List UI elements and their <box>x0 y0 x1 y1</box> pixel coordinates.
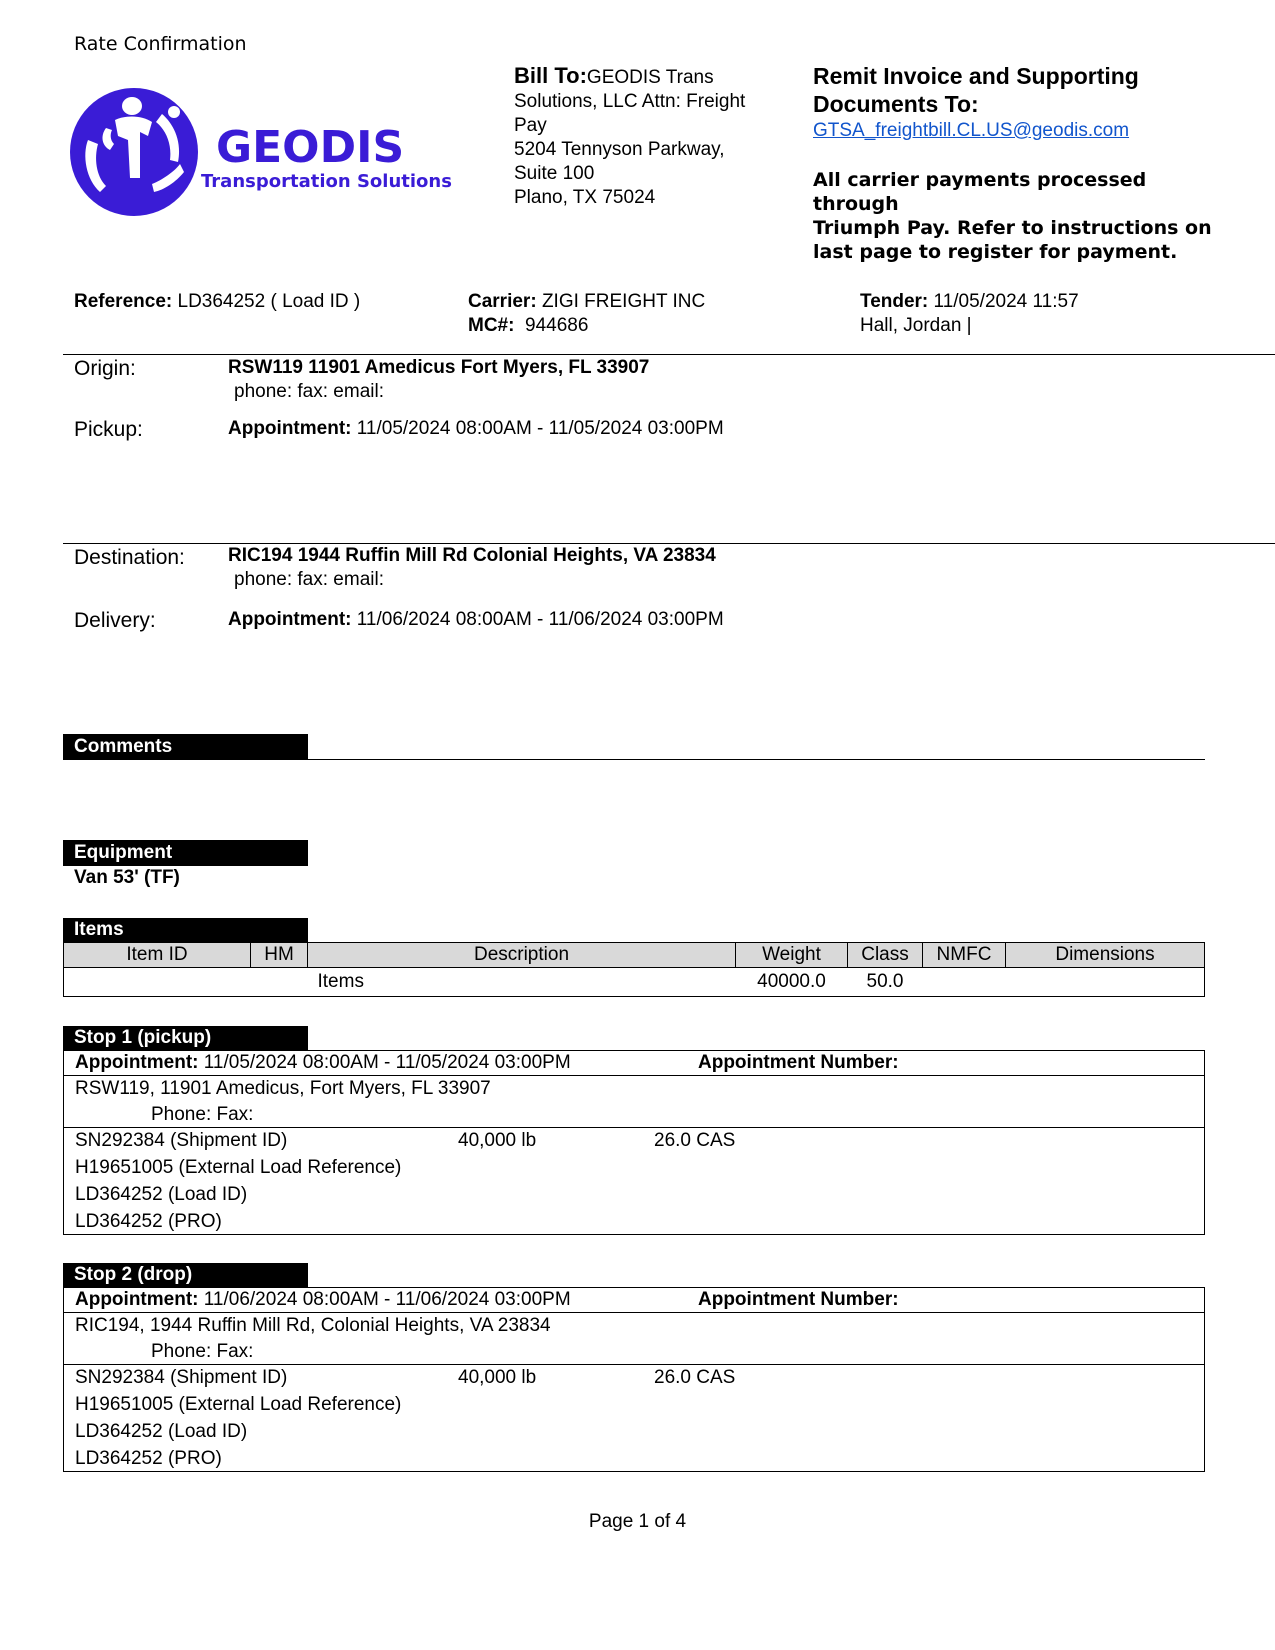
stop-appt-value: 11/05/2024 08:00AM - 11/05/2024 03:00PM <box>203 1052 571 1073</box>
column-header: Class <box>848 943 923 968</box>
bill-to-block <box>514 64 784 210</box>
stop-phone-fax: Phone: Fax: <box>151 1104 254 1125</box>
dimensions-cell <box>1006 968 1205 997</box>
equipment-header: Equipment <box>63 840 308 866</box>
stop-2-header: Stop 2 (drop) <box>63 1263 308 1287</box>
bill-to-line: Suite 100 <box>514 163 595 184</box>
remit-email-link[interactable]: GTSA_freightbill.CL.US@geodis.com <box>813 120 1130 141</box>
external-load-reference: H19651005 (External Load Reference) <box>75 1394 402 1415</box>
document-title: Rate Confirmation <box>74 33 247 55</box>
column-header: Dimensions <box>1006 943 1205 968</box>
reference-value: LD364252 ( Load ID ) <box>177 291 361 312</box>
external-load-reference: H19651005 (External Load Reference) <box>75 1157 402 1178</box>
pickup-appt-value: 11/05/2024 08:00AM - 11/05/2024 03:00PM <box>356 418 724 439</box>
stop-count: 26.0 CAS <box>654 1367 736 1388</box>
divider <box>63 543 1275 544</box>
pickup-appt-label: Appointment: <box>228 418 352 439</box>
stop-weight: 40,000 lb <box>458 1130 537 1151</box>
comments-header: Comments <box>63 734 308 760</box>
bill-to-line: Pay <box>514 115 547 136</box>
load-id: LD364252 (Load ID) <box>75 1184 248 1205</box>
tender-label: Tender: <box>860 291 929 312</box>
pickup-appointment <box>228 418 724 440</box>
delivery-label: Delivery: <box>74 609 156 632</box>
stop-appt-value: 11/06/2024 08:00AM - 11/06/2024 03:00PM <box>203 1289 571 1310</box>
column-header: Item ID <box>64 943 251 968</box>
stop-phone-fax: Phone: Fax: <box>151 1341 254 1362</box>
pro-number: LD364252 (PRO) <box>75 1448 222 1469</box>
items-header: Items <box>63 918 308 942</box>
tender-value: 11/05/2024 11:57 <box>933 291 1079 312</box>
class-cell: 50.0 <box>848 968 923 997</box>
remit-title-line: Remit Invoice and Supporting <box>813 63 1139 89</box>
items-header-row <box>64 943 1205 968</box>
remit-note-line: last page to register for payment. <box>813 241 1178 263</box>
stop-appt-label: Appointment: <box>75 1052 199 1073</box>
table-row <box>64 968 1205 997</box>
stop-appointment <box>75 1051 571 1075</box>
item-id-cell <box>64 968 251 997</box>
pickup-label: Pickup: <box>74 418 143 441</box>
appointment-number-label: Appointment Number: <box>698 1052 899 1073</box>
remit-block <box>813 62 1233 264</box>
nmfc-cell <box>923 968 1006 997</box>
equipment-value: Van 53' (TF) <box>74 867 180 888</box>
logo-tagline: Transportation Solutions <box>201 171 452 192</box>
stop-2-box <box>63 1287 1205 1472</box>
reference-field <box>74 290 360 314</box>
delivery-appointment <box>228 609 724 631</box>
geodis-logo-graphic <box>70 80 470 220</box>
column-header: HM <box>251 943 308 968</box>
destination-contact: phone: fax: email: <box>234 569 384 590</box>
remit-note-line: Triumph Pay. Refer to instructions on <box>813 217 1212 239</box>
bill-to-line: 5204 Tennyson Parkway, <box>514 139 725 160</box>
stop-weight: 40,000 lb <box>458 1367 537 1388</box>
carrier-label: Carrier: <box>468 291 537 312</box>
delivery-appt-value: 11/06/2024 08:00AM - 11/06/2024 03:00PM <box>356 609 724 630</box>
reference-label: Reference: <box>74 291 173 312</box>
shipment-id: SN292384 (Shipment ID) <box>75 1130 288 1151</box>
bill-to-line: Solutions, LLC Attn: Freight <box>514 91 746 112</box>
stop-1-box <box>63 1050 1205 1235</box>
origin-contact: phone: fax: email: <box>234 381 384 402</box>
shipment-id: SN292384 (Shipment ID) <box>75 1367 288 1388</box>
divider <box>63 354 1275 355</box>
delivery-appt-label: Appointment: <box>228 609 352 630</box>
carrier-value: ZIGI FREIGHT INC <box>541 291 706 312</box>
logo-wordmark: GEODIS <box>216 122 405 173</box>
bill-to-line: GEODIS Trans <box>586 67 714 88</box>
destination-label: Destination: <box>74 546 185 569</box>
tender-field <box>860 290 1079 338</box>
stop-address: RIC194, 1944 Ruffin Mill Rd, Colonial Heights, VA 23834 <box>75 1315 551 1336</box>
carrier-field <box>468 290 705 338</box>
bill-to-line: Plano, TX 75024 <box>514 187 656 208</box>
column-header: NMFC <box>923 943 1006 968</box>
remit-title-line: Documents To: <box>813 91 979 117</box>
weight-cell: 40000.0 <box>736 968 848 997</box>
remit-note-line: All carrier payments processed through <box>813 169 1147 215</box>
appointment-number-label: Appointment Number: <box>698 1289 899 1310</box>
column-header: Description <box>308 943 736 968</box>
description-cell: Items <box>308 968 736 997</box>
stop-count: 26.0 CAS <box>654 1130 736 1151</box>
bill-to-label: Bill To: <box>514 63 587 88</box>
mc-label: MC#: <box>468 315 515 336</box>
items-table <box>63 942 1205 997</box>
column-header: Weight <box>736 943 848 968</box>
stop-address: RSW119, 11901 Amedicus, Fort Myers, FL 33907 <box>75 1078 491 1099</box>
mc-value: 944686 <box>525 315 589 336</box>
origin-address: RSW119 11901 Amedicus Fort Myers, FL 33907 <box>228 357 650 378</box>
load-id: LD364252 (Load ID) <box>75 1421 248 1442</box>
pro-number: LD364252 (PRO) <box>75 1211 222 1232</box>
comments-underline <box>308 759 1205 760</box>
stop-appt-label: Appointment: <box>75 1289 199 1310</box>
origin-label: Origin: <box>74 357 136 380</box>
destination-address: RIC194 1944 Ruffin Mill Rd Colonial Heights, VA 23834 <box>228 545 716 566</box>
stop-appointment <box>75 1288 571 1312</box>
page-number: Page 1 of 4 <box>588 1511 687 1532</box>
geodis-logo <box>70 80 470 220</box>
stop-1-header: Stop 1 (pickup) <box>63 1026 308 1050</box>
hm-cell <box>251 968 308 997</box>
tender-contact: Hall, Jordan | <box>860 315 972 336</box>
